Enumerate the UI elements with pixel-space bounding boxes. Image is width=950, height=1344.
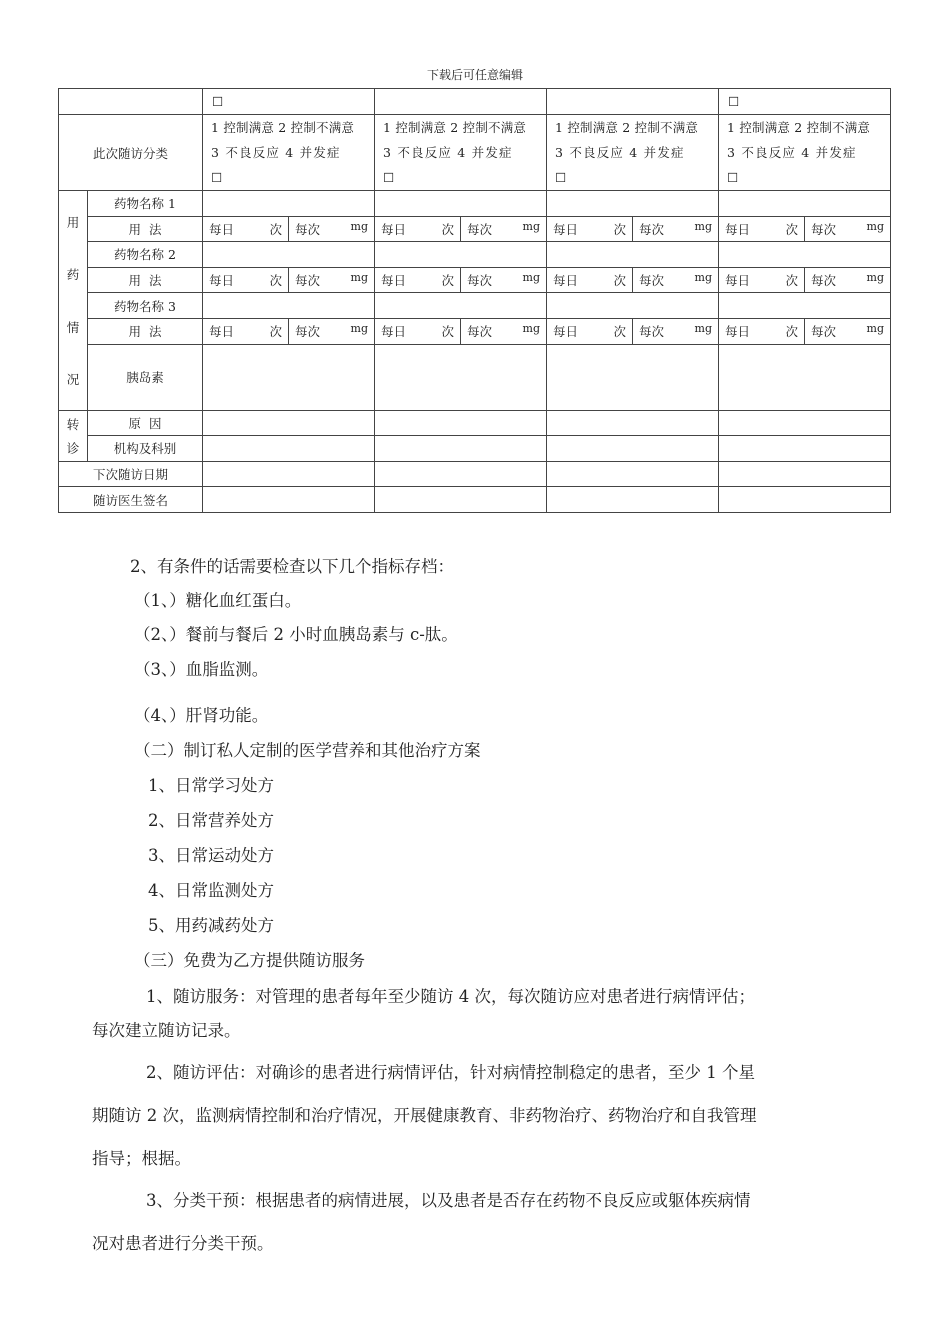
unit-label: mg [350, 219, 368, 233]
visit-4-each-dose[interactable] [805, 216, 891, 242]
visit-4-daily-times[interactable] [719, 318, 805, 344]
visit-3-drug-3-name[interactable] [547, 293, 719, 319]
visit-3-next-date[interactable] [547, 461, 719, 487]
referral-reason-label: 原 因 [88, 410, 203, 436]
unit-label: mg [522, 271, 540, 285]
each-label: 每次 [467, 273, 493, 289]
unit-label: mg [866, 219, 884, 233]
sub-item-1: （1、）糖化血红蛋白。 [134, 591, 302, 610]
medication-vertical-char: 况 [66, 372, 80, 388]
visit-3-referral-reason[interactable] [547, 410, 719, 436]
visit-1-each-dose[interactable] [289, 267, 375, 293]
classification-label: 此次随访分类 [59, 115, 203, 191]
unit-label: mg [694, 219, 712, 233]
sub-item-3: （3、）血脂监测。 [134, 660, 269, 679]
drug-name-2-label: 药物名称 2 [88, 242, 203, 268]
service-2-line-2: 期随访 2 次，监测病情控制和治疗情况，开展健康教育、非药物治疗、药物治疗和自我管理 [92, 1106, 757, 1125]
visit-4-drug-2-name[interactable] [719, 242, 891, 268]
each-label: 每次 [467, 324, 493, 340]
unit-label: mg [522, 322, 540, 336]
prescription-4: 4、日常监测处方 [148, 881, 274, 900]
times-label: 次 [785, 273, 798, 289]
visit-4-checkbox-cell[interactable] [719, 89, 891, 115]
item-2: 2、有条件的话需要检查以下几个指标存档： [130, 557, 454, 576]
visit-2-drug-1-name[interactable] [375, 191, 547, 217]
visit-2-each-dose[interactable] [461, 318, 547, 344]
service-2-line-1: 2、随访评估：对确诊的患者进行病情评估，针对病情控制稳定的患者，至少 1 个星 [146, 1063, 755, 1082]
drug-name-3-label: 药物名称 3 [88, 293, 203, 319]
visit-3-classification[interactable] [547, 115, 719, 191]
classification-options-line-1: 1 控制满意 2 控制不满意 [727, 120, 871, 135]
visit-4-daily-times[interactable] [719, 267, 805, 293]
times-label: 次 [269, 273, 282, 289]
doctor-sign-label: 随访医生签名 [59, 487, 203, 513]
visit-2-referral-org[interactable] [375, 436, 547, 462]
visit-1-checkbox-cell[interactable] [203, 89, 375, 115]
daily-label: 每日 [381, 221, 407, 237]
visit-1-each-dose[interactable] [289, 216, 375, 242]
visit-2-next-date[interactable] [375, 461, 547, 487]
each-label: 每次 [295, 221, 321, 237]
checkbox-icon: ☐ [383, 170, 395, 185]
checkbox-icon: ☐ [211, 170, 223, 185]
visit-2-each-dose[interactable] [461, 216, 547, 242]
daily-label: 每日 [553, 324, 579, 340]
visit-1-insulin[interactable] [203, 344, 375, 410]
medication-section-label [59, 191, 88, 411]
visit-1-each-dose[interactable] [289, 318, 375, 344]
sub-item-4: （4、）肝肾功能。 [134, 706, 269, 725]
visit-2-classification[interactable] [375, 115, 547, 191]
visit-4-insulin[interactable] [719, 344, 891, 410]
classification-options-line-2: 3 不良反应 4 并发症 [383, 145, 513, 160]
form-body [59, 89, 891, 513]
usage-label: 用 法 [88, 267, 203, 293]
unit-label: mg [866, 271, 884, 285]
daily-label: 每日 [553, 221, 579, 237]
visit-2-checkbox-cell [375, 89, 547, 115]
visit-4-referral-reason[interactable] [719, 410, 891, 436]
unit-label: mg [350, 322, 368, 336]
medication-vertical-char: 药 [66, 267, 80, 283]
visit-4-next-date[interactable] [719, 461, 891, 487]
checkbox-icon: ☐ [555, 170, 567, 185]
each-label: 每次 [811, 273, 837, 289]
visit-3-daily-times[interactable] [547, 318, 633, 344]
visit-2-daily-times[interactable] [375, 318, 461, 344]
visit-1-drug-1-name[interactable] [203, 191, 375, 217]
classification-options-line-1: 1 控制满意 2 控制不满意 [555, 120, 699, 135]
visit-2-daily-times[interactable] [375, 267, 461, 293]
usage-label: 用 法 [88, 216, 203, 242]
visit-4-doctor-sign[interactable] [719, 487, 891, 513]
visit-2-doctor-sign[interactable] [375, 487, 547, 513]
insulin-label: 胰岛素 [88, 344, 203, 410]
prescription-5: 5、用药减药处方 [148, 916, 274, 935]
each-label: 每次 [639, 324, 665, 340]
classification-options-line-2: 3 不良反应 4 并发症 [727, 145, 857, 160]
medication-vertical-char: 用 [66, 214, 80, 230]
visit-1-daily-times[interactable] [203, 216, 289, 242]
service-3-line-1: 3、分类干预：根据患者的病情进展，以及患者是否存在药物不良反应或躯体疾病情 [146, 1191, 751, 1210]
visit-1-next-date[interactable] [203, 461, 375, 487]
visit-2-each-dose[interactable] [461, 267, 547, 293]
times-label: 次 [785, 324, 798, 340]
visit-3-daily-times[interactable] [547, 267, 633, 293]
prescription-3: 3、日常运动处方 [148, 846, 274, 865]
visit-4-each-dose[interactable] [805, 267, 891, 293]
drug-name-1-label: 药物名称 1 [88, 191, 203, 217]
visit-2-drug-2-name[interactable] [375, 242, 547, 268]
unit-label: mg [350, 271, 368, 285]
daily-label: 每日 [381, 273, 407, 289]
each-label: 每次 [467, 221, 493, 237]
medication-vertical-char: 情 [66, 319, 80, 335]
checkbox-icon: ☐ [727, 170, 739, 185]
next-date-label: 下次随访日期 [59, 461, 203, 487]
blank-label-cell [59, 89, 203, 115]
times-label: 次 [613, 324, 626, 340]
daily-label: 每日 [725, 324, 751, 340]
visit-4-classification[interactable] [719, 115, 891, 191]
visit-3-drug-1-name[interactable] [547, 191, 719, 217]
daily-label: 每日 [553, 273, 579, 289]
times-label: 次 [269, 221, 282, 237]
visit-4-each-dose[interactable] [805, 318, 891, 344]
visit-4-drug-3-name[interactable] [719, 293, 891, 319]
daily-label: 每日 [725, 221, 751, 237]
visit-2-insulin[interactable] [375, 344, 547, 410]
visit-4-drug-1-name[interactable] [719, 191, 891, 217]
service-3-line-2: 况对患者进行分类干预。 [92, 1234, 274, 1253]
classification-options-line-2: 3 不良反应 4 并发症 [555, 145, 685, 160]
referral-org-label: 机构及科别 [88, 436, 203, 462]
each-label: 每次 [639, 221, 665, 237]
checkbox-icon: ☐ [728, 94, 740, 109]
section-2-heading: （二）制订私人定制的医学营养和其他治疗方案 [134, 741, 481, 760]
visit-1-doctor-sign[interactable] [203, 487, 375, 513]
each-label: 每次 [811, 221, 837, 237]
times-label: 次 [613, 273, 626, 289]
section-3-heading: （三）免费为乙方提供随访服务 [134, 951, 365, 970]
referral-vertical-char: 转 [66, 416, 80, 432]
visit-4-daily-times[interactable] [719, 216, 805, 242]
page-header: 下载后可任意编辑 [426, 68, 523, 82]
classification-options-line-1: 1 控制满意 2 控制不满意 [383, 120, 527, 135]
classification-options-line-2: 3 不良反应 4 并发症 [211, 145, 341, 160]
visit-3-each-dose[interactable] [633, 267, 719, 293]
times-label: 次 [785, 221, 798, 237]
unit-label: mg [694, 322, 712, 336]
classification-options-line-1: 1 控制满意 2 控制不满意 [211, 120, 355, 135]
visit-3-referral-org[interactable] [547, 436, 719, 462]
daily-label: 每日 [381, 324, 407, 340]
each-label: 每次 [811, 324, 837, 340]
referral-vertical-char: 诊 [66, 440, 80, 456]
visit-1-drug-3-name[interactable] [203, 293, 375, 319]
usage-label: 用 法 [88, 318, 203, 344]
visit-3-doctor-sign[interactable] [547, 487, 719, 513]
unit-label: mg [522, 219, 540, 233]
each-label: 每次 [295, 324, 321, 340]
visit-1-drug-2-name[interactable] [203, 242, 375, 268]
referral-section-label [59, 410, 88, 461]
times-label: 次 [441, 324, 454, 340]
visit-2-referral-reason[interactable] [375, 410, 547, 436]
visit-2-daily-times[interactable] [375, 216, 461, 242]
visit-3-insulin[interactable] [547, 344, 719, 410]
visit-1-classification[interactable] [203, 115, 375, 191]
visit-4-referral-org[interactable] [719, 436, 891, 462]
service-2-line-3: 指导；根据。 [92, 1149, 191, 1168]
each-label: 每次 [295, 273, 321, 289]
checkbox-icon: ☐ [212, 94, 224, 109]
times-label: 次 [441, 273, 454, 289]
visit-1-daily-times[interactable] [203, 318, 289, 344]
visit-3-drug-2-name[interactable] [547, 242, 719, 268]
unit-label: mg [866, 322, 884, 336]
times-label: 次 [613, 221, 626, 237]
visit-1-daily-times[interactable] [203, 267, 289, 293]
daily-label: 每日 [209, 273, 235, 289]
times-label: 次 [269, 324, 282, 340]
visit-3-each-dose[interactable] [633, 318, 719, 344]
visit-3-each-dose[interactable] [633, 216, 719, 242]
service-1-line-2: 每次建立随访记录。 [92, 1021, 241, 1040]
times-label: 次 [441, 221, 454, 237]
prescription-1: 1、日常学习处方 [148, 776, 274, 795]
visit-1-referral-org[interactable] [203, 436, 375, 462]
service-1-line-1: 1、随访服务：对管理的患者每年至少随访 4 次，每次随访应对患者进行病情评估； [146, 987, 755, 1006]
followup-form-table [58, 88, 891, 513]
prescription-2: 2、日常营养处方 [148, 811, 274, 830]
visit-1-referral-reason[interactable] [203, 410, 375, 436]
unit-label: mg [694, 271, 712, 285]
daily-label: 每日 [209, 324, 235, 340]
daily-label: 每日 [725, 273, 751, 289]
visit-2-drug-3-name[interactable] [375, 293, 547, 319]
visit-3-daily-times[interactable] [547, 216, 633, 242]
sub-item-2: （2、）餐前与餐后 2 小时血胰岛素与 c-肽。 [134, 625, 458, 644]
each-label: 每次 [639, 273, 665, 289]
daily-label: 每日 [209, 221, 235, 237]
visit-3-checkbox-cell [547, 89, 719, 115]
